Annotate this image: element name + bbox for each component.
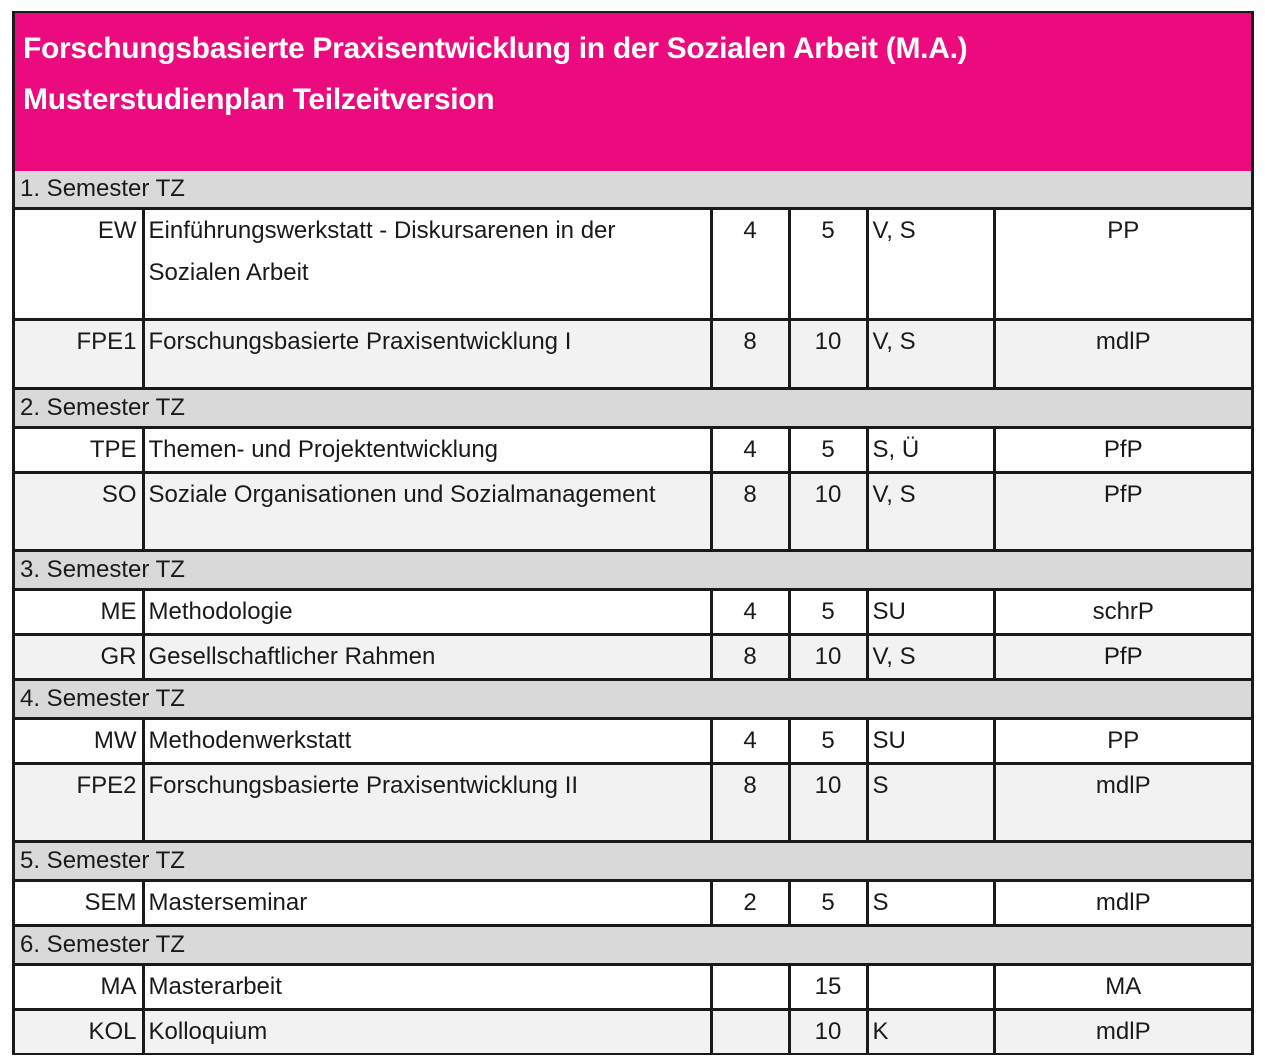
module-exam: PfP bbox=[994, 473, 1251, 551]
module-exam: mdlP bbox=[994, 320, 1251, 389]
table-row bbox=[15, 209, 1251, 320]
table-row bbox=[15, 1010, 1251, 1054]
module-code: TPE bbox=[15, 428, 143, 473]
module-code: KOL bbox=[15, 1010, 143, 1054]
module-sws: 4 bbox=[711, 719, 789, 764]
module-exam: PfP bbox=[994, 635, 1251, 680]
table-row bbox=[15, 635, 1251, 680]
module-table bbox=[15, 171, 1251, 1053]
module-ects: 10 bbox=[789, 320, 867, 389]
semester-row bbox=[15, 926, 1251, 965]
table-row bbox=[15, 965, 1251, 1010]
module-exam: PP bbox=[994, 719, 1251, 764]
module-exam: PfP bbox=[994, 428, 1251, 473]
module-name: Themen- und Projektentwicklung bbox=[143, 428, 711, 473]
semester-row bbox=[15, 551, 1251, 590]
semester-row bbox=[15, 389, 1251, 428]
module-name: Forschungsbasierte Praxisentwicklung II bbox=[143, 764, 711, 842]
module-form: V, S bbox=[867, 473, 994, 551]
table-row bbox=[15, 590, 1251, 635]
module-name: Kolloquium bbox=[143, 1010, 711, 1054]
module-sws: 8 bbox=[711, 320, 789, 389]
module-sws: 4 bbox=[711, 428, 789, 473]
module-code: ME bbox=[15, 590, 143, 635]
module-code: SO bbox=[15, 473, 143, 551]
table-row bbox=[15, 320, 1251, 389]
module-form: V, S bbox=[867, 635, 994, 680]
module-sws bbox=[711, 1010, 789, 1054]
module-ects: 5 bbox=[789, 719, 867, 764]
semester-label: 1. Semester TZ bbox=[15, 171, 1251, 209]
module-name: Einführungswerkstatt - Diskursarenen in der Sozialen Arbeit bbox=[143, 209, 711, 320]
module-sws: 8 bbox=[711, 764, 789, 842]
module-name: Soziale Organisationen und Sozialmanagement bbox=[143, 473, 711, 551]
semester-label: 3. Semester TZ bbox=[15, 551, 1251, 590]
module-sws: 2 bbox=[711, 881, 789, 926]
document-header bbox=[15, 13, 1251, 171]
module-name: Masterseminar bbox=[143, 881, 711, 926]
semester-row bbox=[15, 842, 1251, 881]
plan-subtitle: Musterstudienplan Teilzeitversion bbox=[23, 83, 495, 116]
module-ects: 5 bbox=[789, 590, 867, 635]
module-code: MA bbox=[15, 965, 143, 1010]
module-sws bbox=[711, 965, 789, 1010]
module-sws: 4 bbox=[711, 590, 789, 635]
module-name: Gesellschaftlicher Rahmen bbox=[143, 635, 711, 680]
module-ects: 5 bbox=[789, 881, 867, 926]
module-sws: 4 bbox=[711, 209, 789, 320]
table-row bbox=[15, 428, 1251, 473]
module-code: SEM bbox=[15, 881, 143, 926]
module-code: GR bbox=[15, 635, 143, 680]
module-exam: PP bbox=[994, 209, 1251, 320]
module-name: Masterarbeit bbox=[143, 965, 711, 1010]
module-ects: 10 bbox=[789, 764, 867, 842]
table-row bbox=[15, 881, 1251, 926]
module-sws: 8 bbox=[711, 635, 789, 680]
module-exam: MA bbox=[994, 965, 1251, 1010]
module-form: SU bbox=[867, 590, 994, 635]
module-exam: mdlP bbox=[994, 1010, 1251, 1054]
module-ects: 5 bbox=[789, 209, 867, 320]
module-form: S bbox=[867, 764, 994, 842]
module-ects: 10 bbox=[789, 635, 867, 680]
module-form: SU bbox=[867, 719, 994, 764]
module-code: MW bbox=[15, 719, 143, 764]
module-ects: 10 bbox=[789, 1010, 867, 1054]
table-row bbox=[15, 764, 1251, 842]
table-row bbox=[15, 473, 1251, 551]
module-code: EW bbox=[15, 209, 143, 320]
semester-label: 6. Semester TZ bbox=[15, 926, 1251, 965]
study-plan-sheet bbox=[12, 11, 1254, 1055]
semester-label: 4. Semester TZ bbox=[15, 680, 1251, 719]
module-exam: schrP bbox=[994, 590, 1251, 635]
module-form: V, S bbox=[867, 209, 994, 320]
semester-label: 5. Semester TZ bbox=[15, 842, 1251, 881]
module-name: Methodologie bbox=[143, 590, 711, 635]
module-sws: 8 bbox=[711, 473, 789, 551]
module-form: K bbox=[867, 1010, 994, 1054]
module-form bbox=[867, 965, 994, 1010]
semester-row bbox=[15, 171, 1251, 209]
module-exam: mdlP bbox=[994, 881, 1251, 926]
module-code: FPE1 bbox=[15, 320, 143, 389]
module-ects: 5 bbox=[789, 428, 867, 473]
module-code: FPE2 bbox=[15, 764, 143, 842]
module-form: V, S bbox=[867, 320, 994, 389]
module-name: Methodenwerkstatt bbox=[143, 719, 711, 764]
module-exam: mdlP bbox=[994, 764, 1251, 842]
semester-row bbox=[15, 680, 1251, 719]
semester-label: 2. Semester TZ bbox=[15, 389, 1251, 428]
module-form: S, Ü bbox=[867, 428, 994, 473]
module-ects: 10 bbox=[789, 473, 867, 551]
module-name: Forschungsbasierte Praxisentwicklung I bbox=[143, 320, 711, 389]
program-title: Forschungsbasierte Praxisentwicklung in der Sozialen Arbeit (M.A.) bbox=[23, 32, 968, 65]
table-row bbox=[15, 719, 1251, 764]
module-form: S bbox=[867, 881, 994, 926]
module-ects: 15 bbox=[789, 965, 867, 1010]
